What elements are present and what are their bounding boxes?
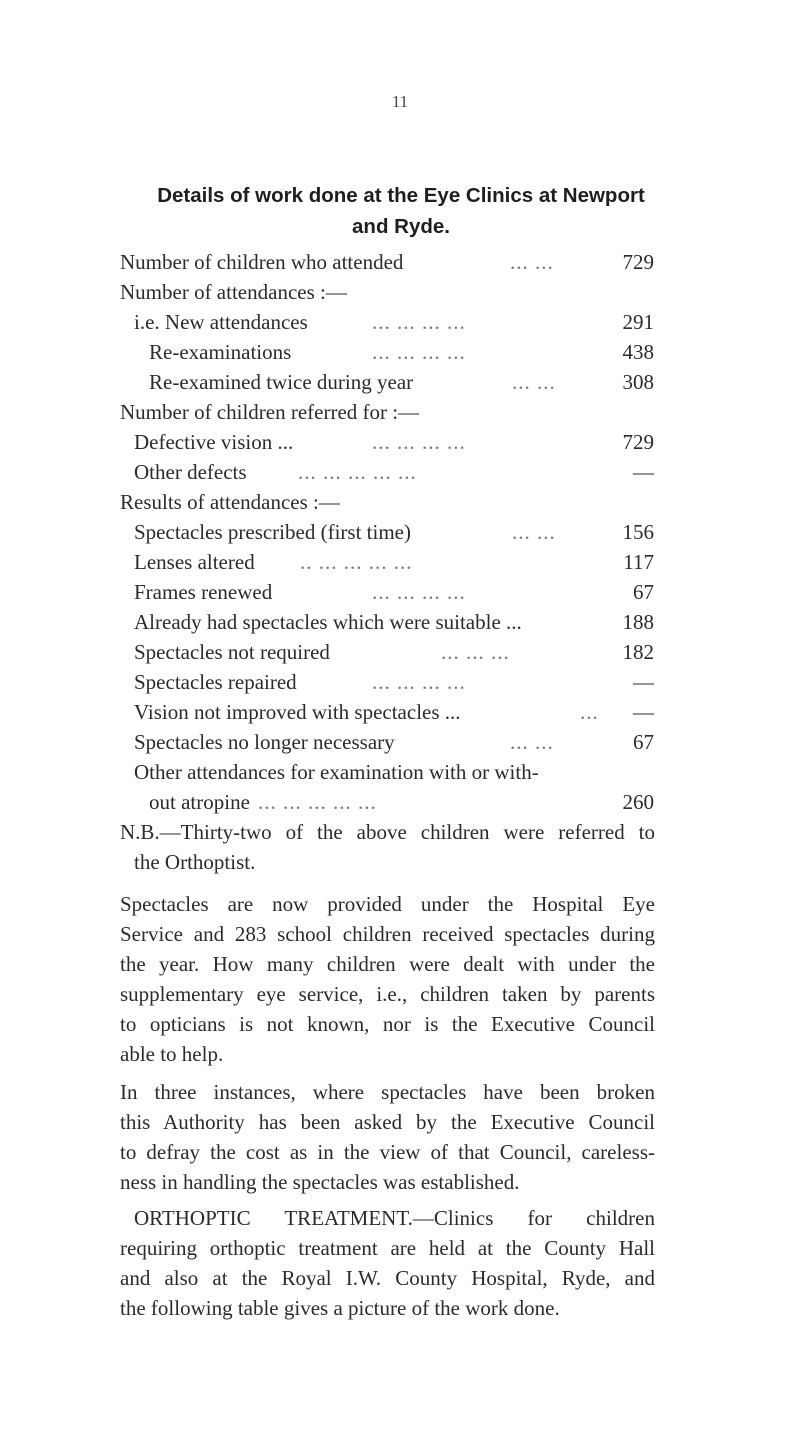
- orthoptic-treatment-paragraph: [120, 1203, 655, 1323]
- heading-line-2: and Ryde.: [352, 215, 450, 238]
- stat-value: 67: [633, 730, 654, 754]
- stat-label: Re-examined twice during year: [149, 370, 414, 394]
- stat-label: Frames renewed: [134, 580, 273, 604]
- heading-line-1: Details of work done at the Eye Clinics at Newport: [157, 184, 645, 207]
- paragraph-line: Spectacles are now provided under the Hospital Eye: [120, 892, 655, 916]
- paragraph-line: In three instances, where spectacles have been broken: [120, 1080, 655, 1104]
- stat-label: out atropine: [149, 790, 250, 814]
- stat-label: i.e. New attendances: [134, 310, 308, 334]
- stat-value: 729: [622, 430, 654, 454]
- paragraph-line: N.B.—Thirty-two of the above children were referred to: [120, 820, 655, 844]
- stat-label: Results of attendances :—: [120, 490, 340, 514]
- stat-row: [0, 337, 800, 367]
- stat-leader: ... ... ... ... ...: [298, 460, 417, 484]
- stat-value: 67: [633, 580, 654, 604]
- stat-section-heading: [0, 487, 800, 517]
- stat-leader: ... ... ... ...: [372, 580, 466, 604]
- nb-paragraph: [120, 817, 655, 877]
- stat-value: 117: [623, 550, 654, 574]
- paragraph-line: the following table gives a picture of the work done.: [120, 1296, 560, 1320]
- stat-label: Number of children who attended: [120, 250, 404, 274]
- stat-leader: ... ... ... ...: [372, 430, 466, 454]
- stat-value: 308: [622, 370, 654, 394]
- stat-row: [0, 577, 800, 607]
- stat-row: [0, 307, 800, 337]
- paragraph-line: able to help.: [120, 1042, 224, 1066]
- stat-section-heading: [0, 277, 800, 307]
- paragraph-line: the Orthoptist.: [134, 850, 256, 874]
- stat-row: [0, 517, 800, 547]
- spectacles-paragraph: [120, 889, 655, 1069]
- stat-value: —: [633, 460, 654, 484]
- stat-row-continued: [0, 757, 800, 787]
- broken-spectacles-paragraph: [120, 1077, 655, 1197]
- stat-label: Re-examinations: [149, 340, 292, 364]
- stat-leader: ... ...: [510, 250, 554, 274]
- stat-row: [0, 607, 800, 637]
- stat-row: [0, 787, 800, 817]
- stat-label: Other defects: [134, 460, 247, 484]
- stat-leader: ... ... ... ...: [372, 340, 466, 364]
- stat-value: —: [633, 670, 654, 694]
- stat-label: Spectacles no longer necessary: [134, 730, 395, 754]
- stat-label: Spectacles prescribed (first time): [134, 520, 411, 544]
- stat-leader: ... ... ... ...: [372, 310, 466, 334]
- stat-row: [0, 637, 800, 667]
- page-heading: [96, 180, 706, 242]
- stat-value: 156: [622, 520, 654, 544]
- stat-label: Vision not improved with spectacles ...: [134, 700, 461, 724]
- eye-clinic-statistics: [0, 247, 800, 817]
- stat-leader: ... ... ...: [441, 640, 510, 664]
- paragraph-line: this Authority has been asked by the Executive Council: [120, 1110, 655, 1134]
- stat-leader: ... ...: [512, 520, 556, 544]
- stat-leader: ...: [580, 700, 599, 724]
- stat-row: [0, 547, 800, 577]
- stat-value: 188: [622, 610, 654, 634]
- stat-value: 260: [622, 790, 654, 814]
- stat-label: Defective vision ...: [134, 430, 294, 454]
- stat-label: Other attendances for examination with or with-: [134, 760, 539, 784]
- paragraph-line: ness in handling the spectacles was established.: [120, 1170, 520, 1194]
- paragraph-line: requiring orthoptic treatment are held at the County Hall: [120, 1236, 655, 1260]
- stat-row: [0, 727, 800, 757]
- stat-row: [0, 697, 800, 727]
- paragraph-line: Service and 283 school children received spectacles during: [120, 922, 655, 946]
- stat-label: Number of children referred for :—: [120, 400, 420, 424]
- stat-value: 291: [622, 310, 654, 334]
- page-number: 11: [391, 92, 409, 111]
- stat-row: [0, 367, 800, 397]
- stat-label: Lenses altered: [134, 550, 255, 574]
- paragraph-line: to defray the cost as in the view of that Council, careless-: [120, 1140, 655, 1164]
- paragraph-line: to opticians is not known, nor is the Executive Council: [120, 1012, 655, 1036]
- stat-label: Spectacles repaired: [134, 670, 297, 694]
- paragraph-line: supplementary eye service, i.e., children taken by parents: [120, 982, 655, 1006]
- stat-row: [0, 247, 800, 277]
- stat-row: [0, 427, 800, 457]
- stat-leader: ... ...: [512, 370, 556, 394]
- stat-leader: ... ... ... ...: [372, 670, 466, 694]
- stat-label: Already had spectacles which were suitable ...: [134, 610, 522, 634]
- stat-leader: .. ... ... ... ...: [300, 550, 413, 574]
- stat-leader: ... ... ... ... ...: [258, 790, 377, 814]
- paragraph-line: ORTHOPTIC TREATMENT.—Clinics for children: [134, 1206, 655, 1230]
- stat-value: 438: [622, 340, 654, 364]
- stat-label: Spectacles not required: [134, 640, 330, 664]
- stat-leader: ... ...: [510, 730, 554, 754]
- paragraph-line: the year. How many children were dealt with under the: [120, 952, 655, 976]
- stat-row: [0, 667, 800, 697]
- stat-value: 182: [622, 640, 654, 664]
- stat-section-heading: [0, 397, 800, 427]
- stat-label: Number of attendances :—: [120, 280, 347, 304]
- stat-value: 729: [622, 250, 654, 274]
- paragraph-line: and also at the Royal I.W. County Hospital, Ryde, and: [120, 1266, 655, 1290]
- stat-row: [0, 457, 800, 487]
- stat-value: —: [633, 700, 654, 724]
